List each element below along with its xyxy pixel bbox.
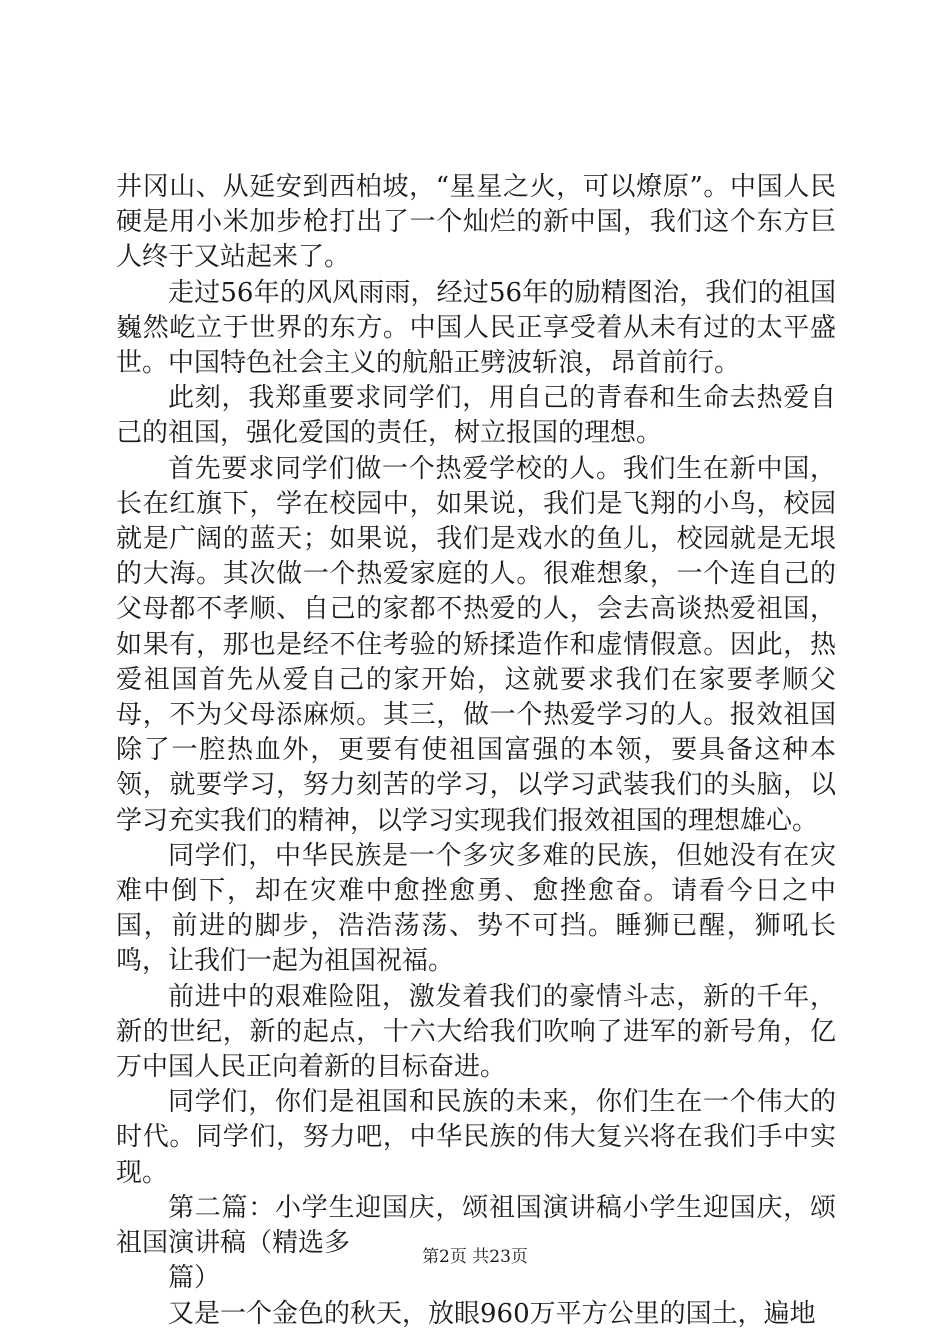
page-number-footer: 第2页 共23页 bbox=[422, 1247, 528, 1267]
paragraph: 前进中的艰难险阻，激发着我们的豪情斗志，新的千年，新的世纪，新的起点，十六大给我们吹响了进军的新号角，亿万中国人民正向着新的目标奋进。 bbox=[116, 981, 836, 1083]
document-body bbox=[116, 170, 836, 1332]
paragraph-continuation: 井冈山、从延安到西柏坡，“星星之火，可以燎原”。中国人民硬是用小米加步枪打出了一个灿烂的新中国，我们这个东方巨人终于又站起来了。 bbox=[116, 172, 836, 273]
paragraph: 走过56年的风风雨雨，经过56年的励精图治，我们的祖国巍然屹立于世界的东方。中国人民正享受着从未有过的太平盛世。中国特色社会主义的航船正劈波斩浪，昂首前行。 bbox=[116, 277, 836, 379]
paragraph: 同学们，中华民族是一个多灾多难的民族，但她没有在灾难中倒下，却在灾难中愈挫愈勇、愈挫愈奋。请看今日之中国，前进的脚步，浩浩荡荡、势不可挡。睡狮已醒，狮吼长鸣，让我们一起为祖国祝福。 bbox=[116, 840, 836, 977]
paragraph: 同学们，你们是祖国和民族的未来，你们生在一个伟大的时代。同学们，努力吧，中华民族的伟大复兴将在我们手中实现。 bbox=[116, 1087, 836, 1188]
paragraph: 首先要求同学们做一个热爱学校的人。我们生在新中国，长在红旗下，学在校园中，如果说，我们是飞翔的小鸟，校园就是广阔的蓝天；如果说，我们是戏水的鱼儿，校园就是无垠的大海。其次做一个热爱家庭的人。很难想象，一个连自己的父母都不孝顺、自己的家都不热爱的人，会去高谈热爱祖国，如果有，那也是经不住考验的矫揉造作和虚情假意。因此，热爱祖国首先从爱自己的家开始，这就要求我们在家要孝顺父母，不为父母添麻烦。其三，做一个热爱学习的人。报效祖国除了一腔热血外，更要有使祖国富强的本领，要具备这种本领，就要学习，努力刻苦的学习，以学习武装我们的头脑，以学习充实我们的精神，以学习实现我们报效祖国的理想雄心。 bbox=[116, 453, 836, 836]
section-heading-tail: 篇） bbox=[168, 1263, 221, 1294]
paragraph: 此刻，我郑重要求同学们，用自己的青春和生命去热爱自己的祖国，强化爱国的责任，树立报国的理想。 bbox=[116, 383, 836, 449]
paragraph: 又是一个金色的秋天，放眼960万平方公里的国土，遍地 bbox=[168, 1298, 816, 1329]
section-heading: 第二篇：小学生迎国庆，颂祖国演讲稿小学生迎国庆，颂祖国演讲稿（精选多 bbox=[116, 1192, 836, 1259]
